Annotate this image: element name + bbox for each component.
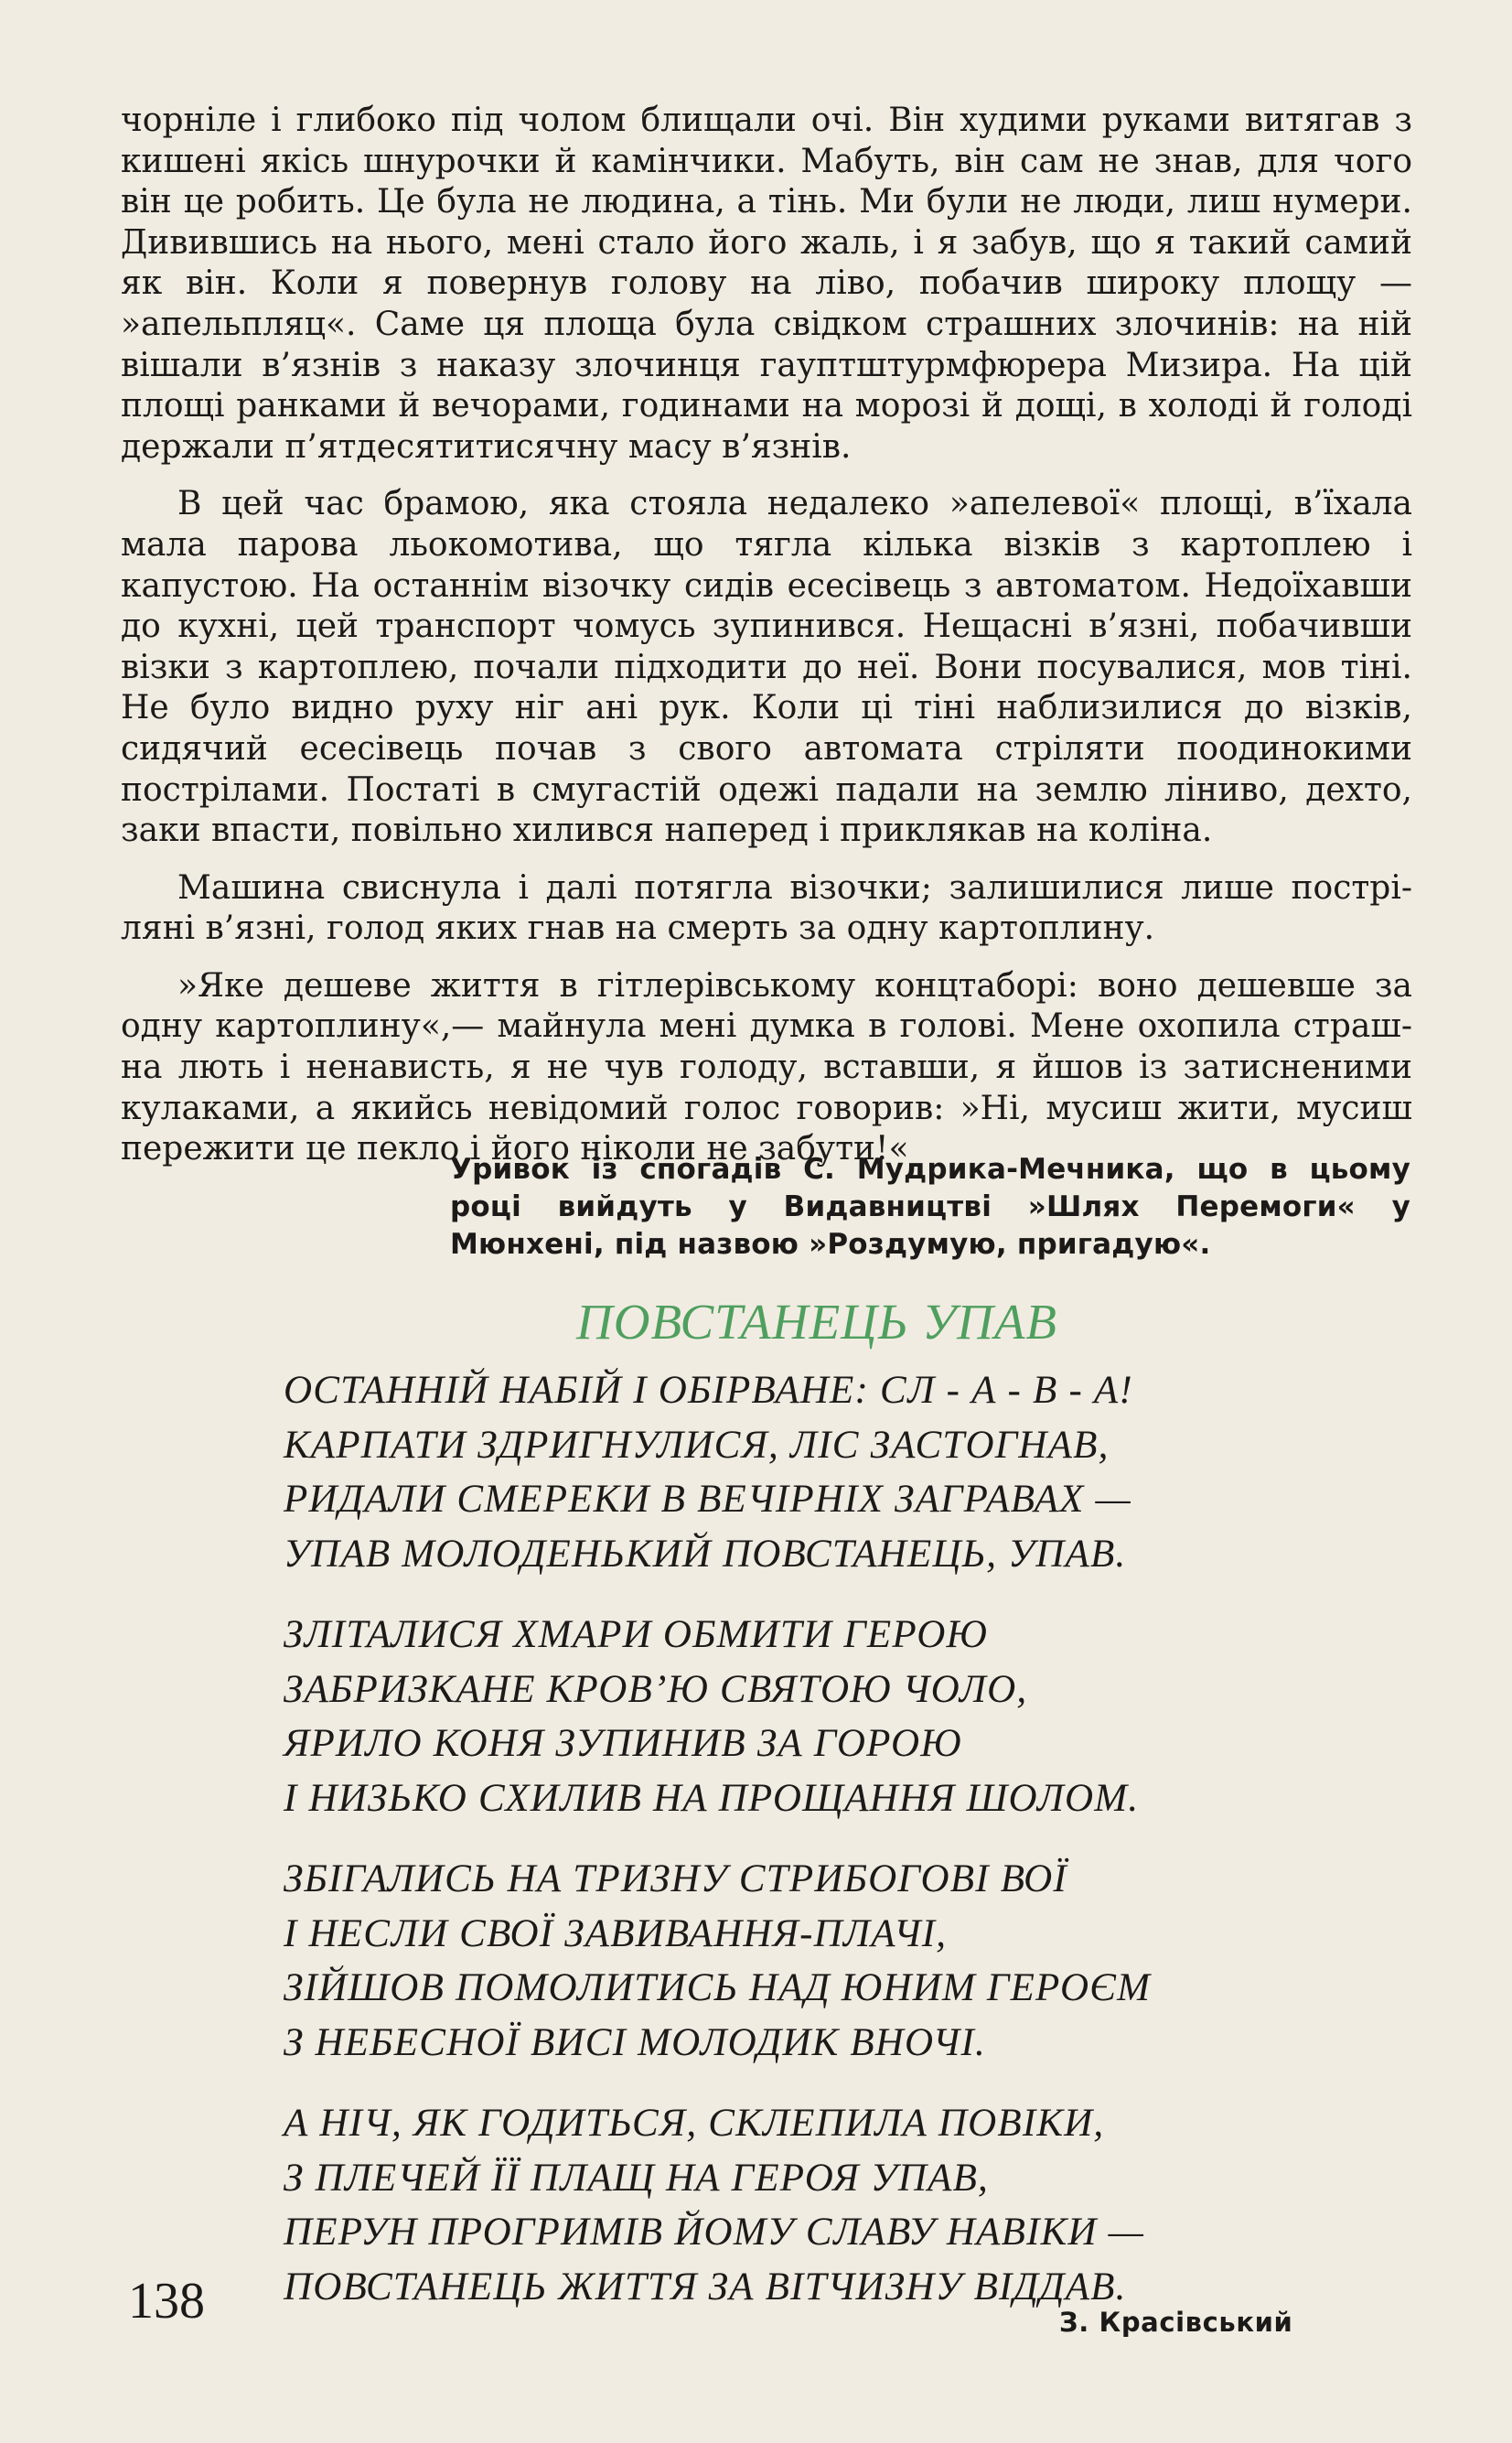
source-note: Уривок із спогадів С. Мудрика-Мечника, що в цьому році вийдуть у Видавництві »Шлях Перемоги« у Мюнхені, під назвою »Роздумую, пригадую«. bbox=[450, 1153, 1410, 1261]
prose-paragraph: »Яке дешеве життя в гітлерівському концтаборі: воно дешевше за одну картоплину«,— майнула мені думка в голові. Мене охопила страшна лють і ненависть, я не чув голоду, вставши, я йшов із затисненими кулаками, а якийсь невідомий голос говорив: »Ні, мусиш жити, мусиш пережити це пекло і його ніколи не забути!« bbox=[121, 966, 1412, 1168]
poem-line: КАРПАТИ ЗДРИГНУЛИСЯ, ЛІС ЗАСТОГНАВ, bbox=[284, 1423, 1110, 1467]
poem-line: А НІЧ, ЯК ГОДИТЬСЯ, СКЛЕПИЛА ПОВІКИ, bbox=[284, 2102, 1105, 2145]
poem-stanza bbox=[284, 1608, 1427, 1825]
prose-section bbox=[121, 101, 1412, 1187]
poem-line: ПЕРУН ПРОГРИМІВ ЙОМУ СЛАВУ НАВІКИ — bbox=[284, 2211, 1145, 2254]
poem-line: І НЕСЛИ СВОЇ ЗАВИВАННЯ-ПЛАЧІ, bbox=[284, 1911, 948, 1955]
poem-line: І НИЗЬКО СХИЛИВ НА ПРОЩАННЯ ШОЛОМ. bbox=[284, 1776, 1140, 1820]
poem-stanza bbox=[284, 2096, 1427, 2314]
poem-line: ПОВСТАНЕЦЬ ЖИТТЯ ЗА ВІТЧИЗНУ ВІДДАВ. bbox=[284, 2265, 1127, 2308]
poem-title: ПОВСТАНЕЦЬ УПАВ bbox=[576, 1294, 1058, 1350]
poem-line: РИДАЛИ СМЕРЕКИ В ВЕЧІРНІХ ЗАГРАВАХ — bbox=[284, 1478, 1131, 1521]
poem-line: З ПЛЕЧЕЙ ЇЇ ПЛАЩ НА ГЕРОЯ УПАВ, bbox=[284, 2156, 989, 2200]
poem-line: ЗЛІТАЛИСЯ ХМАРИ ОБМИТИ ГЕРОЮ bbox=[284, 1613, 989, 1656]
poem-line: З НЕБЕСНОЇ ВИСІ МОЛОДИК ВНОЧІ. bbox=[284, 2020, 986, 2064]
prose-paragraph: Машина свиснула і далі потягла візочки; залишилися лише постріляні в’язні, голод яких гнав на смерть за одну картоплину. bbox=[121, 868, 1412, 948]
poem-line: ЗАБРИЗКАНЕ КРОВ’Ю СВЯТОЮ ЧОЛО, bbox=[284, 1667, 1028, 1711]
poem-line: ЗІЙШОВ ПОМОЛИТИСЬ НАД ЮНИМ ГЕРОЄМ bbox=[284, 1966, 1152, 2009]
poem-author: З. Красівський bbox=[1059, 2307, 1293, 2338]
poem bbox=[284, 1363, 1427, 2341]
poem-line: УПАВ МОЛОДЕНЬКИЙ ПОВСТАНЕЦЬ, УПАВ. bbox=[284, 1532, 1127, 1576]
poem-line: ОСТАННІЙ НАБІЙ І ОБІРВАНЕ: СЛ - А - В - А! bbox=[284, 1369, 1133, 1412]
poem-line: ЯРИЛО КОНЯ ЗУПИНИВ ЗА ГОРОЮ bbox=[284, 1722, 962, 1765]
prose-paragraph: чорніле і глибоко під чолом блищали очі. Він худими руками витягав з кишені якісь шнурочки й камінчики. Мабуть, він сам не знав, для чого він це робить. Це була не людина, а тінь. Ми були не люди, лиш нумери. Дивившись на нього, мені стало його жаль, і я забув, що я такий самий як він. Коли я повернув голову на ліво, побачив широку площу — »апельпляц«. Саме ця площа була свідком страшних злочинів: на ній вішали в’язнів з наказу злочинця гауптштурмфюрера Мизира. На цій площі ранками й вечорами, годинами на морозі й дощі, в холоді й голоді держали п’ятдесятитисячну масу в’язнів. bbox=[121, 102, 1412, 466]
poem-line: ЗБІГАЛИСЬ НА ТРИЗНУ СТРИБОГОВІ ВОЇ bbox=[284, 1857, 1067, 1900]
poem-stanza bbox=[284, 1852, 1427, 2070]
poem-stanza bbox=[284, 1363, 1427, 1581]
prose-paragraph: В цей час брамою, яка стояла недалеко »апелевої« площі, в’їхала мала парова льокомотива, що тягла кілька візків з картоплею і капустою. На останнім візочку сидів есесівець з автоматом. Недоїхавши до кухні, цей транспорт чомусь зупинився. Нещасні в’язні, побачивши візки з картоплею, почали підходити до неї. Вони посувалися, мов тіні. Не було видно руху ніг ані рук. Коли ці тіні наблизилися до візків, сидячий есесівець почав з свого автомата стріляти поодинокими пострілами. Постаті в смугастій одежі падали на землю ліниво, дехто, заки впасти, повільно хилився наперед і приклякав на коліна. bbox=[121, 485, 1412, 850]
page-number: 138 bbox=[128, 2273, 205, 2330]
